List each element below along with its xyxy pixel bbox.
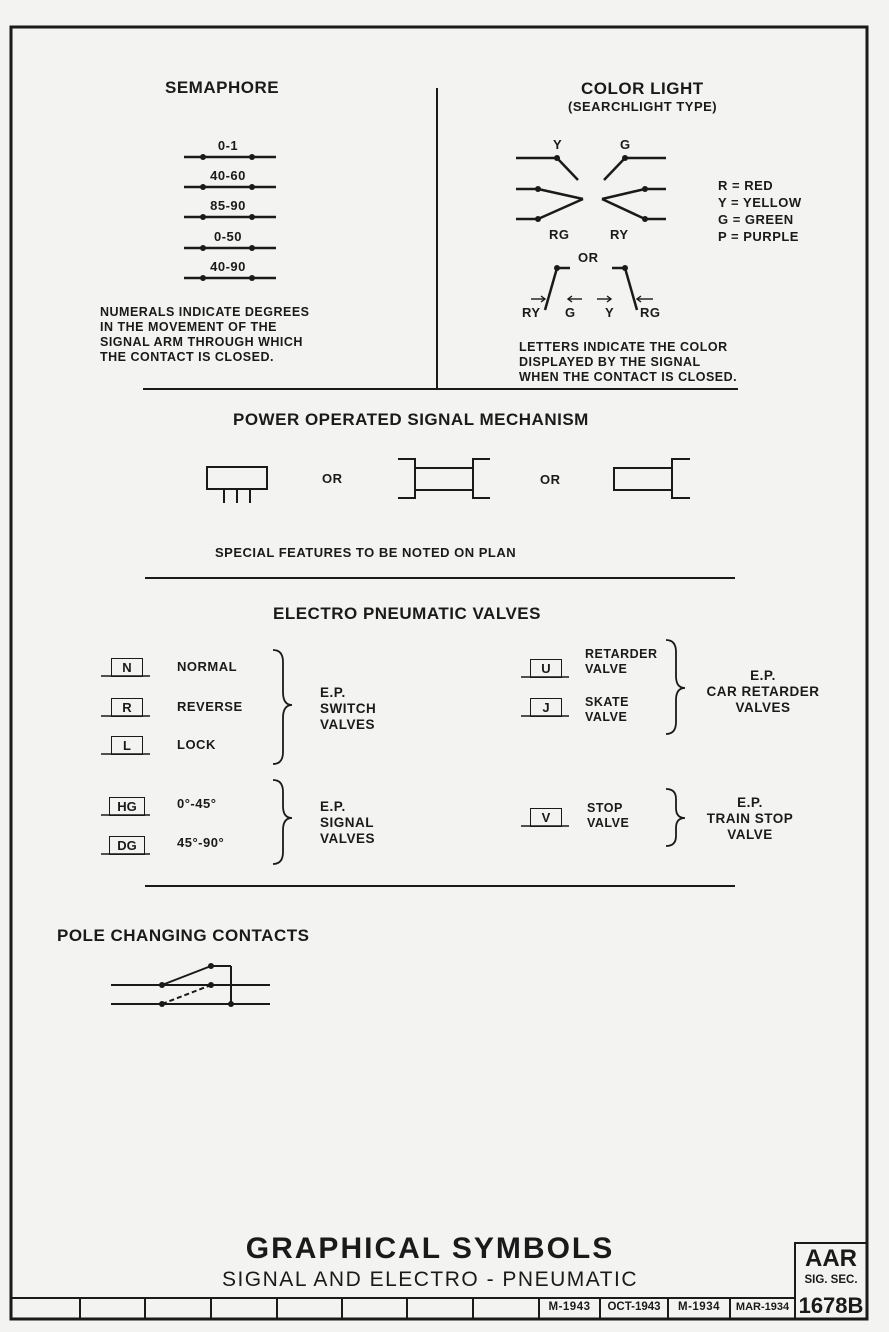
- power-mechanism-note: SPECIAL FEATURES TO BE NOTED ON PLAN: [215, 545, 517, 560]
- revision-cell: M-1943: [548, 1301, 591, 1313]
- valve-code-box: L: [111, 736, 143, 755]
- valve-label: STOP VALVE: [587, 801, 630, 830]
- pole-changing-title: POLE CHANGING CONTACTS: [57, 926, 310, 945]
- contact-label-ry-bottom: RY: [522, 305, 541, 320]
- contact-label-y: Y: [553, 137, 563, 152]
- valve-label: NORMAL: [177, 659, 238, 674]
- semaphore-contact-label: 40-90: [210, 259, 246, 274]
- switch-valves-group-label: E.P. SWITCH VALVES: [320, 685, 377, 732]
- drawing-number: 1678B: [798, 1293, 864, 1318]
- revision-cell: MAR-1934: [735, 1301, 790, 1313]
- semaphore-title: SEMAPHORE: [165, 78, 280, 97]
- legend-green: G = GREEN: [718, 212, 794, 227]
- valve-code-box: R: [111, 698, 143, 717]
- or-label: OR: [578, 250, 599, 265]
- semaphore-contact-label: 40-60: [210, 168, 246, 183]
- ep-valves-title: ELECTRO PNEUMATIC VALVES: [273, 604, 541, 623]
- semaphore-contact-label: 0-50: [213, 229, 243, 244]
- semaphore-contact-label: 85-90: [210, 198, 246, 213]
- contact-label-rg: RG: [549, 227, 570, 242]
- contact-label-g-bottom: G: [565, 305, 576, 320]
- power-mechanism-symbol-1: [207, 467, 267, 503]
- revision-cell: M-1934: [678, 1301, 720, 1313]
- drawing-subtitle: SIGNAL AND ELECTRO - PNEUMATIC: [221, 1268, 639, 1291]
- car-retarder-group-label: E.P. CAR RETARDER VALVES: [706, 668, 820, 715]
- legend-yellow: Y = YELLOW: [718, 195, 802, 210]
- legend-red: R = RED: [718, 178, 774, 193]
- revision-cell: OCT-1943: [607, 1301, 661, 1313]
- valve-code-box: U: [530, 659, 562, 678]
- power-mechanism-title: POWER OPERATED SIGNAL MECHANISM: [233, 410, 589, 429]
- valve-label: 45°-90°: [177, 835, 225, 850]
- valve-label: 0°-45°: [177, 796, 217, 811]
- train-stop-group-label: E.P. TRAIN STOP VALVE: [706, 795, 794, 842]
- signal-valves-group-label: E.P. SIGNAL VALVES: [320, 799, 376, 846]
- valve-code-box: V: [530, 808, 562, 827]
- or-label: OR: [540, 472, 561, 487]
- color-light-contacts-bottom: [545, 268, 637, 310]
- section-label: SIG. SEC.: [804, 1274, 858, 1286]
- contact-label-g: G: [620, 137, 631, 152]
- contact-label-rg-bottom: RG: [640, 305, 661, 320]
- valve-label: REVERSE: [177, 699, 243, 714]
- valve-label: SKATE VALVE: [585, 695, 629, 724]
- power-mechanism-symbol-2: [398, 459, 490, 498]
- org-code: AAR: [805, 1245, 857, 1272]
- valve-code-box: DG: [109, 836, 145, 855]
- legend-purple: P = PURPLE: [718, 229, 799, 244]
- or-label: OR: [322, 471, 343, 486]
- contact-label-ry: RY: [610, 227, 629, 242]
- valve-code-box: J: [530, 698, 562, 717]
- semaphore-note: NUMERALS INDICATE DEGREES IN THE MOVEMENT OF THE SIGNAL ARM THROUGH WHICH THE CONTACT IS CLOSED.: [100, 305, 310, 364]
- pole-changing-contacts: [111, 966, 270, 1004]
- semaphore-contact-label: 0-1: [217, 138, 239, 153]
- color-light-note: LETTERS INDICATE THE COLOR DISPLAYED BY THE SIGNAL WHEN THE CONTACT IS CLOSED.: [519, 340, 738, 384]
- valve-label: RETARDER VALVE: [585, 647, 658, 676]
- contact-label-y-bottom: Y: [605, 305, 615, 320]
- valve-code-box: HG: [109, 797, 145, 816]
- valve-label: LOCK: [177, 737, 216, 752]
- power-mechanism-symbol-3: [614, 459, 690, 498]
- color-light-title: COLOR LIGHT: [581, 79, 704, 98]
- drawing-title: GRAPHICAL SYMBOLS: [245, 1232, 615, 1265]
- valve-code-box: N: [111, 658, 143, 677]
- color-light-subtitle: (SEARCHLIGHT TYPE): [568, 99, 718, 114]
